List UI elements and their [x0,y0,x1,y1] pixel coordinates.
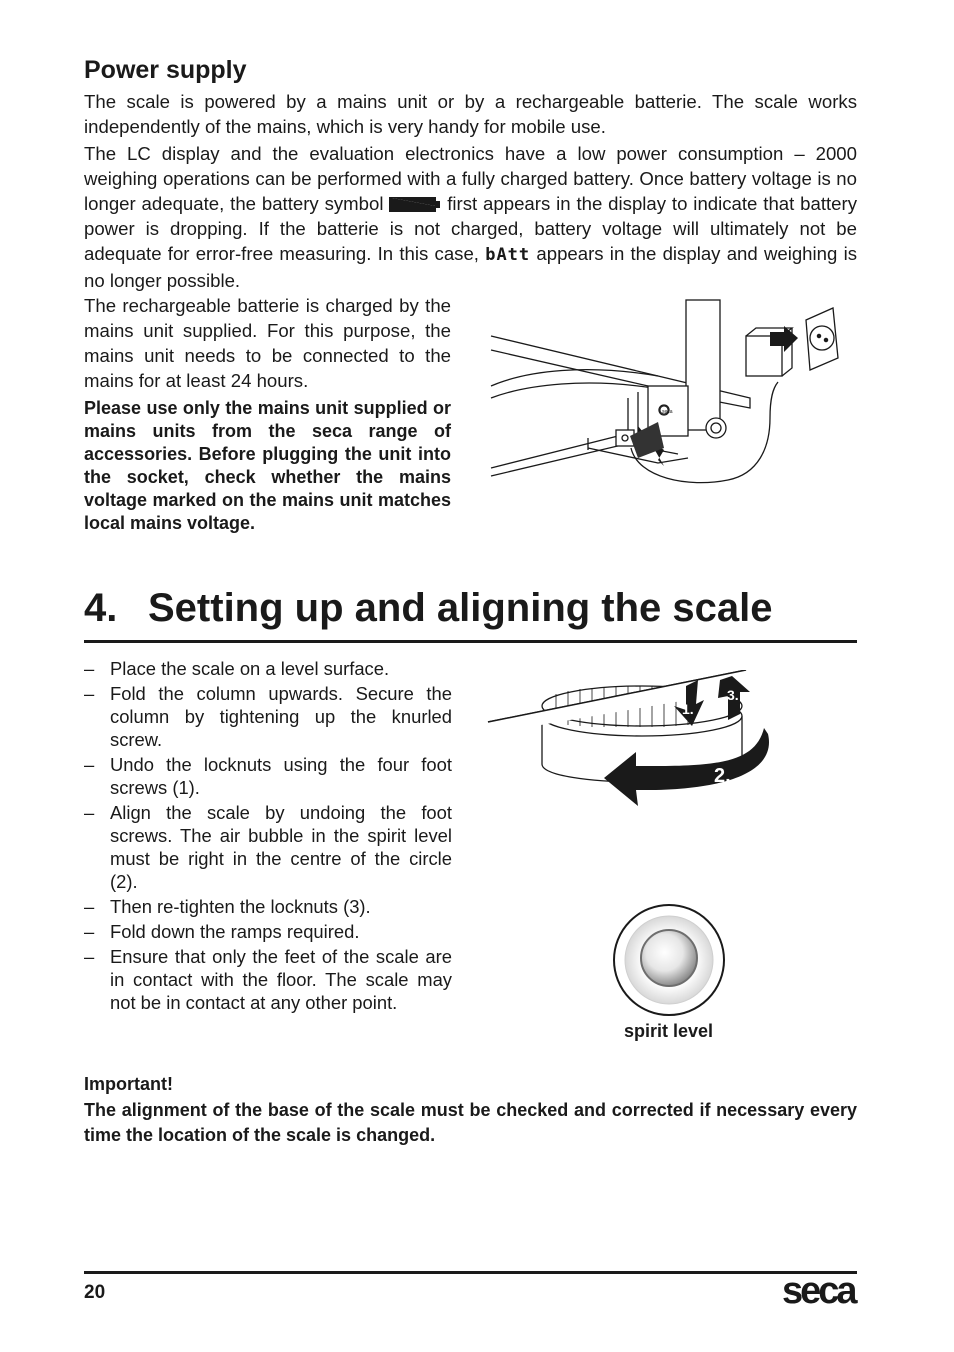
list-item [84,753,452,799]
arrow-3-label: 3. [727,687,739,703]
setup-steps-list [84,657,452,1016]
paragraph-2-text-c: appears in the display and weighing is no longer possible. [84,243,857,291]
list-dash: – [84,802,95,823]
foot-screw-illustration [486,670,778,814]
list-dash: – [84,921,95,942]
chapter-number: 4. [84,586,118,630]
step-text: Fold the column upwards. Secure the column by tightening up the knurled screw. [110,683,452,750]
list-item [84,945,452,1014]
power-supply-paragraph-3: The rechargeable batterie is charged by the mains unit supplied. For this purpose, the mains unit needs to be connected to the mains for at least 24 hours. [84,295,451,391]
step-text: Place the scale on a level surface. [110,658,390,679]
footer-rule [84,1271,857,1274]
paragraph-2-text-a: The LC display and the evaluation electronics have a low power consumption – 2000 weighing operations can be performed with a fully charged battery. Once battery voltage is no longer adequate, the battery symbol [84,143,857,214]
list-dash: – [84,683,95,704]
list-dash: – [84,754,95,775]
important-text: The alignment of the base of the scale must be checked and corrected if necessary every time the location of the scale is changed. [84,1100,857,1145]
step-text: Undo the locknuts using the four foot screws (1). [110,754,452,798]
list-dash: – [84,946,95,967]
paragraph-2-text-b: first appears in the display to indicate that battery power is dropping. If the batterie is not charged, battery voltage will ultimately not be adequate for error-free measuring. In this case, [84,193,858,264]
step-text: Then re-tighten the locknuts (3). [110,896,371,917]
section-heading-power-supply: Power supply [84,56,247,84]
chapter-title-text: Setting up and aligning the scale [148,586,773,630]
mains-unit-warning: Please use only the mains unit supplied or mains units from the seca range of accessories. Before plugging the unit into the socket, check whether the mains voltage marked on the mains unit matches local mains voltage. [84,398,451,533]
chapter-title-rule [84,640,857,643]
column-badge: seca [662,409,673,415]
list-dash: – [84,658,95,679]
step-text: Align the scale by undoing the foot screws. The air bubble in the spirit level must be right in the centre of the circle (2). [110,802,452,892]
power-supply-paragraph-1: The scale is powered by a mains unit or by a rechargeable batterie. The scale works independently of the mains, which is very handy for mobile use. [84,91,857,137]
list-item [84,801,452,893]
step-text: Fold down the ramps required. [110,921,360,942]
batt-display-code: bAtt [485,245,531,265]
spirit-level-caption: spirit level [624,1021,714,1041]
chapter-title [84,586,773,631]
page-number: 20 [84,1282,106,1303]
battery-symbol-icon [389,193,441,208]
arrow-1-label: 1. [682,701,694,717]
step-text: Ensure that only the feet of the scale are in contact with the floor. The scale may not be in contact at any other point. [110,946,452,1013]
important-label: Important! [84,1074,173,1094]
power-supply-paragraph-2 [84,141,857,293]
list-item [84,657,452,680]
list-dash: – [84,896,95,917]
list-item [84,920,452,943]
list-item [84,682,452,751]
seca-logo: seca [782,1270,855,1312]
mains-unit-illustration [488,298,844,488]
spirit-level-illustration [612,903,726,1017]
list-item [84,895,452,918]
arrow-2-label: 2. [714,765,731,787]
